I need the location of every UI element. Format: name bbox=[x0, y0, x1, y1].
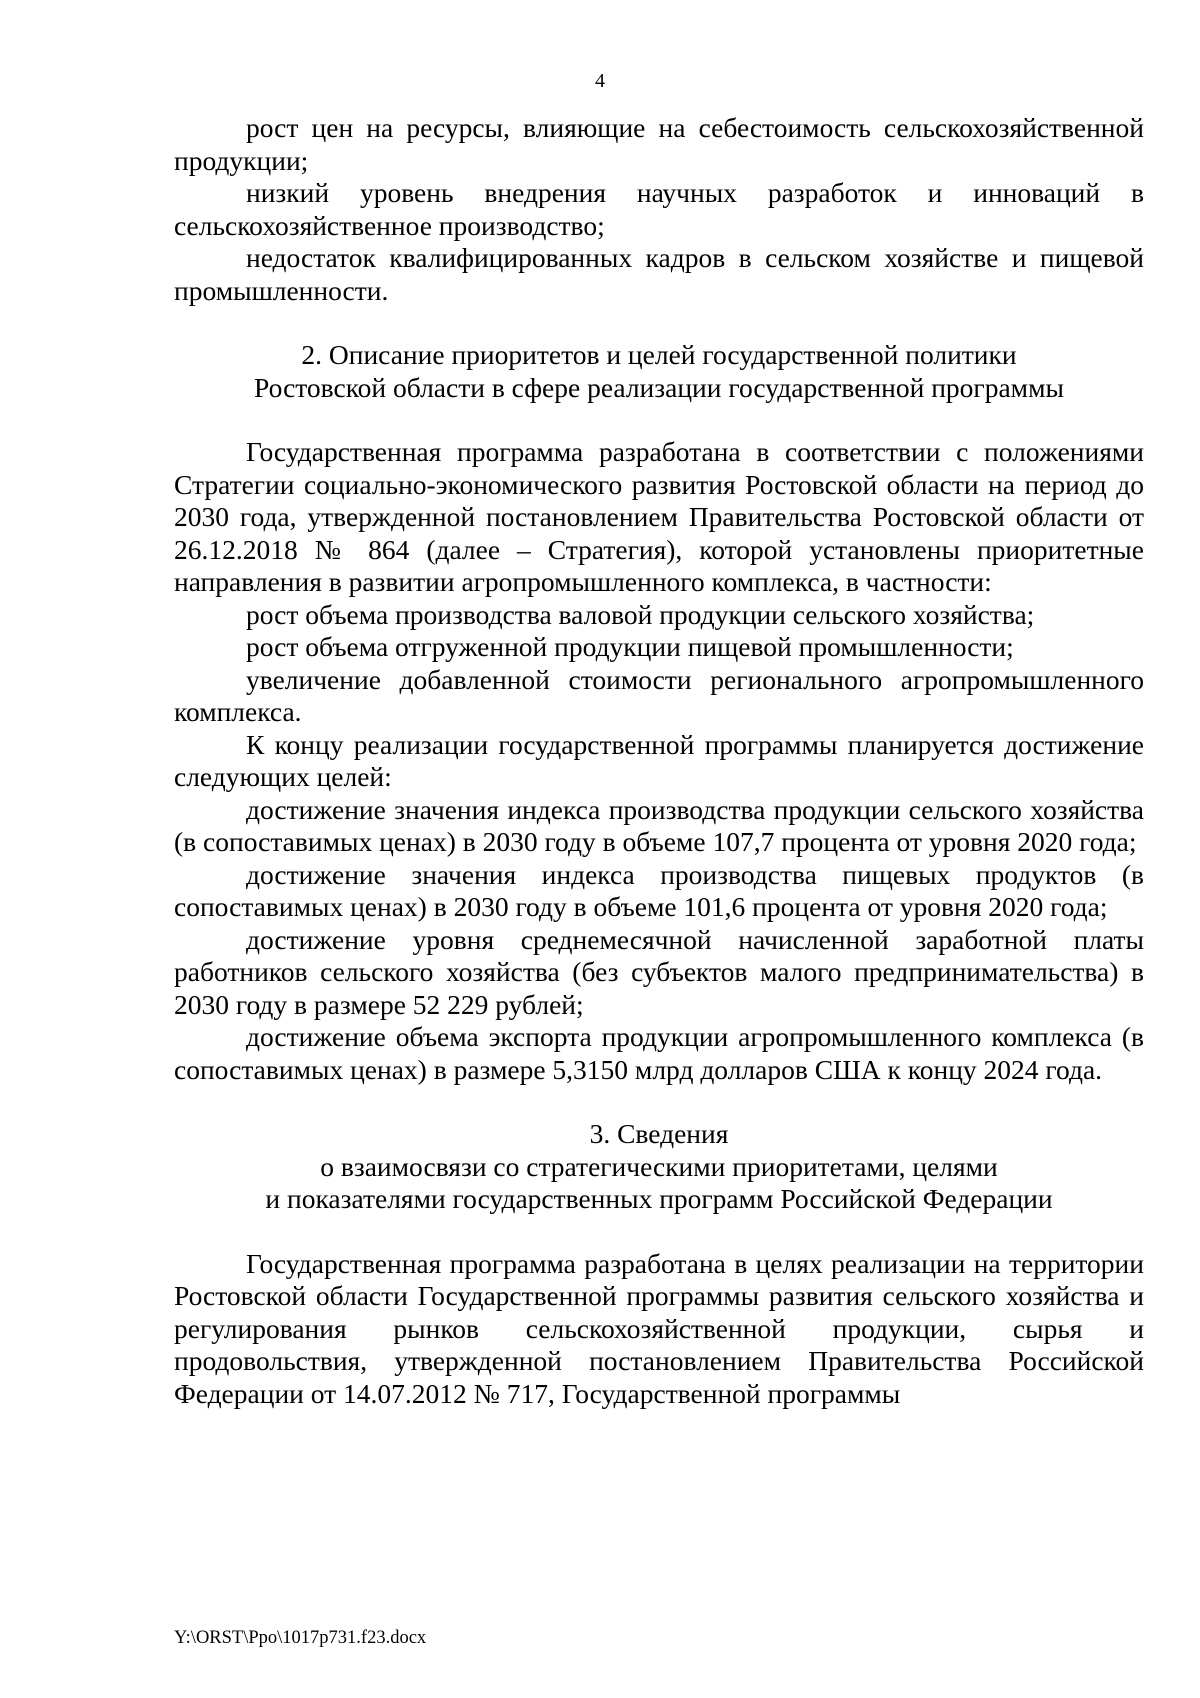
section-2-paragraph: Государственная программа разработана в соответствии с положениями Стратегии социально-экономического развития Ростовской области на период до 2030 года, утвержденной постановлением Правительства Ростовской области от 26.12.2018 № 864 (далее – Стратегия), которой установлены приоритетные направления в развитии агропромышленного комплекса, в частности: bbox=[174, 436, 1144, 597]
page-number: 4 bbox=[595, 70, 605, 92]
section-3-heading-line-1: 3. Сведения bbox=[589, 1118, 729, 1149]
section-3-heading-line-3: и показателями государственных программ Российской Федерации bbox=[265, 1183, 1053, 1214]
section-2-heading bbox=[174, 339, 1144, 404]
goal-item-1: достижение значения индекса производства продукции сельского хозяйства (в сопоставимых ценах) в 2030 году в объеме 107,7 процента от уровня 2020 года; bbox=[174, 793, 1144, 857]
priority-item-1: рост объема производства валовой продукции сельского хозяйства; bbox=[246, 598, 1035, 630]
goal-item-4: достижение объема экспорта продукции агропромышленного комплекса (в сопоставимых ценах) в размере 5,3150 млрд долларов США к концу 2024 года. bbox=[174, 1021, 1144, 1085]
intro-item-3: недостаток квалифицированных кадров в сельском хозяйстве и пищевой промышленности. bbox=[174, 242, 1144, 306]
priority-item-2: рост объема отгруженной продукции пищевой промышленности; bbox=[246, 631, 1014, 662]
section-3-heading-line-2: о взаимосвязи со стратегическими приоритетами, целями bbox=[320, 1150, 998, 1182]
footer-file-path: Y:\ORST\Ppo\1017p731.f23.docx bbox=[174, 1628, 427, 1648]
section-2-heading-line-2: Ростовской области в сфере реализации государственной программы bbox=[254, 371, 1064, 403]
goal-item-2: достижение значения индекса производства пищевых продуктов (в сопоставимых ценах) в 2030 году в объеме 101,6 процента от уровня 2020 года; bbox=[174, 858, 1144, 922]
goal-item-3: достижение уровня среднемесячной начисленной заработной платы работников сельского хозяйства (без субъектов малого предпринимательства) в 2030 году в размере 52 229 рублей; bbox=[174, 923, 1144, 1020]
document-body bbox=[174, 112, 1144, 1410]
priority-item-3: увеличение добавленной стоимости регионального агропромышленного комплекса. bbox=[174, 663, 1144, 727]
section-3-paragraph: Государственная программа разработана в целях реализации на территории Ростовской области Государственной программы развития сельского хозяйства и регулирования рынков сельскохозяйственной продукции, сырья и продовольствия, утвержденной постановлением Правительства Российской Федерации от 14.07.2012 № 717, Государственной программы bbox=[174, 1247, 1144, 1409]
intro-item-2: низкий уровень внедрения научных разработок и инноваций в сельскохозяйственное производство; bbox=[174, 177, 1144, 241]
section-2-heading-line-1: 2. Описание приоритетов и целей государственной политики bbox=[301, 339, 1017, 370]
section-3-heading bbox=[174, 1118, 1144, 1216]
goals-intro: К концу реализации государственной программы планируется достижение следующих целей: bbox=[174, 728, 1144, 792]
intro-item-1: рост цен на ресурсы, влияющие на себестоимость сельскохозяйственной продукции; bbox=[174, 112, 1144, 176]
